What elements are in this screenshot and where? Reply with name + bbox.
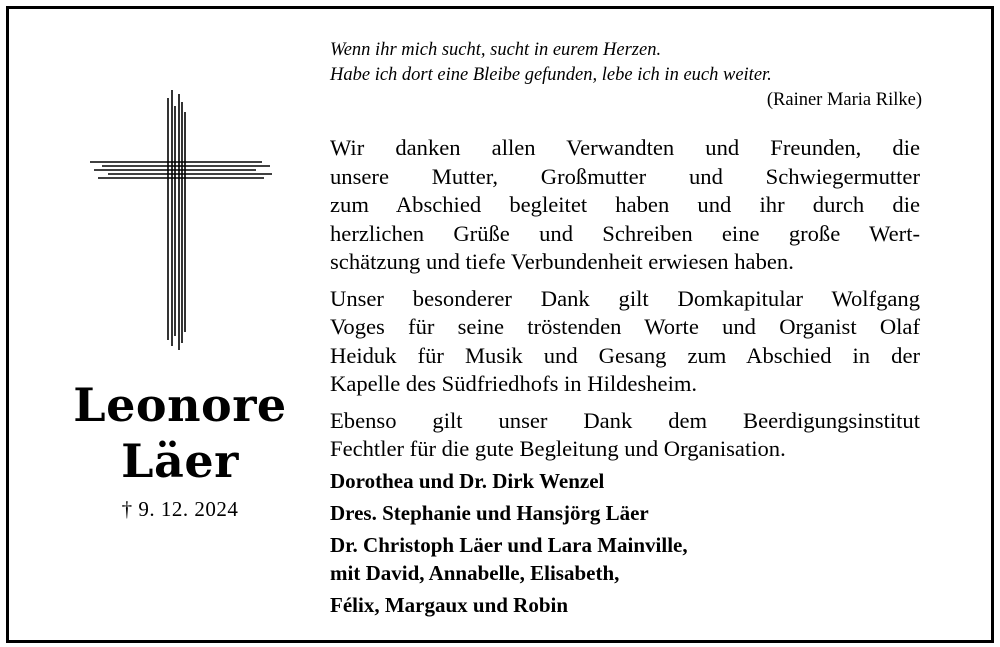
quote-block bbox=[330, 38, 922, 113]
signatures bbox=[330, 467, 890, 619]
text-line: schätzung und tiefe Verbundenheit erwiesen haben. bbox=[330, 249, 794, 274]
text-line: herzlichen Grüße und Schreiben eine große Wert- bbox=[330, 220, 920, 246]
text-line: Wir danken allen Verwandten und Freunden, die bbox=[330, 135, 920, 160]
text-line: Ebenso gilt unser Dank dem Beerdigungsinstitut bbox=[330, 407, 920, 433]
death-date: † 9. 12. 2024 bbox=[121, 497, 239, 521]
text-line: unsere Mutter, Großmutter und Schwiegermutter bbox=[330, 163, 920, 189]
quote-line: Habe ich dort eine Bleibe gefunden, lebe ich in euch weiter. bbox=[330, 65, 772, 85]
text-line: Voges für seine tröstenden Worte und Organist Olaf bbox=[330, 314, 920, 339]
quote-author: (Rainer Maria Rilke) bbox=[766, 90, 922, 110]
paragraph-special-thanks bbox=[330, 285, 920, 399]
signature-line: mit David, Annabelle, Elisabeth, bbox=[330, 561, 620, 585]
text-line: Kapelle des Südfriedhofs in Hildesheim. bbox=[330, 371, 698, 396]
paragraph-funeral-home bbox=[330, 407, 920, 464]
text-line: Fechtler für die gute Begleitung und Organisation. bbox=[330, 436, 786, 461]
signature-line: Dres. Stephanie und Hansjörg Läer bbox=[330, 501, 649, 525]
deceased-last-name: Läer bbox=[121, 434, 239, 488]
signature-line: Dr. Christoph Läer und Lara Mainville, bbox=[330, 533, 688, 557]
cross-icon bbox=[86, 88, 276, 353]
signature-line: Dorothea und Dr. Dirk Wenzel bbox=[330, 469, 605, 493]
deceased-first-name: Leonore bbox=[73, 378, 287, 432]
signature-line: Félix, Margaux und Robin bbox=[330, 593, 569, 617]
quote-line: Wenn ihr mich sucht, sucht in eurem Herzen. bbox=[330, 40, 662, 60]
thanks-text bbox=[330, 134, 920, 472]
text-line: Unser besonderer Dank gilt Domkapitular Wolfgang bbox=[330, 285, 920, 311]
text-line: Heiduk für Musik und Gesang zum Abschied in der bbox=[330, 342, 920, 368]
text-line: zum Abschied begleitet haben und ihr durch die bbox=[330, 192, 920, 217]
paragraph-thanks bbox=[330, 134, 920, 277]
